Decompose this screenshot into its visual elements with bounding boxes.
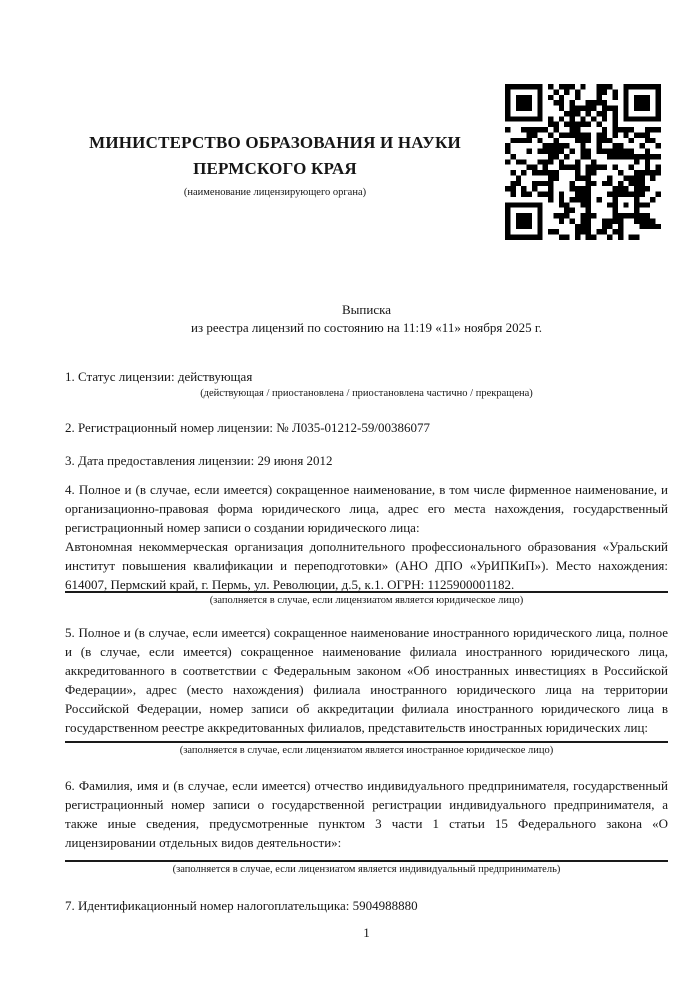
page-number: 1 bbox=[363, 925, 370, 940]
item-license-status bbox=[65, 367, 668, 401]
item-legal-entity bbox=[65, 480, 668, 608]
entrepreneur-label: 6. Фамилия, имя и (в случае, если имеется) отчество индивидуального предпринимателя, государственный регистрационный номер записи о государственной регистрации индивидуального предпринимателя, а также иные сведения, предусмотренные пунктом 3 части 1 статьи 15 Федерального закона «О лицензировании отдельных видов деятельности»: bbox=[65, 778, 668, 850]
legal-entity-label: 4. Полное и (в случае, если имеется) сокращенное наименование, в том числе фирменное наименование, и организационно-правовая форма юридического лица, адрес его места нахождения, государственный регистрационный номер записи о создании юридического лица: bbox=[65, 482, 668, 535]
item-taxpayer-id bbox=[65, 896, 668, 915]
legal-entity-value: Автономная некоммерческая организация дополнительного профессионального образования «Уральский институт повышения квалификации и переподготовки» (АНО ДПО «УрИПКиП»). Место нахождения: 614007, Пермский край, г. Пермь, ул. Революции, д.5, к.1. ОГРН: 1125900001182. bbox=[65, 539, 668, 592]
license-status-text: 1. Статус лицензии: действующая bbox=[65, 369, 253, 384]
issuer-caption: (наименование лицензирующего органа) bbox=[183, 187, 367, 198]
item-grant-date bbox=[65, 451, 668, 470]
issuer-name-line2: ПЕРМСКОГО КРАЯ bbox=[193, 159, 357, 178]
issuer-header bbox=[65, 130, 485, 200]
item-foreign-entity bbox=[65, 623, 668, 758]
legal-entity-rule-caption: (заполняется в случае, если лицензиатом является юридическое лицо) bbox=[209, 595, 524, 606]
issuer-name-line1: МИНИСТЕРСТВО ОБРАЗОВАНИЯ И НАУКИ bbox=[89, 133, 461, 152]
foreign-entity-rule-caption: (заполняется в случае, если лицензиатом является иностранное юридическое лицо) bbox=[179, 745, 554, 756]
grant-date-text: 3. Дата предоставления лицензии: 29 июня 2012 bbox=[65, 453, 333, 468]
taxpayer-id-text: 7. Идентификационный номер налогоплательщика: 5904988880 bbox=[65, 898, 418, 913]
title-line2: из реестра лицензий по состоянию на 11:19 «11» ноября 2025 г. bbox=[191, 320, 542, 335]
foreign-entity-label: 5. Полное и (в случае, если имеется) сокращенное наименование иностранного юридического лица, полное и (в случае, если имеется) сокращенное наименование филиала иностранного юридического лица, аккредитованного в соответствии с Федеральным законом «Об иностранных инвестициях в Российской Федерации», адрес (место нахождения) филиала иностранного юридического лица на территории Российской Федерации, номер записи об аккредитации филиала иностранного юридического лица в государственном реестре аккредитованных филиалов, представительств иностранных юридических лиц: bbox=[65, 625, 668, 735]
registration-number-text: 2. Регистрационный номер лицензии: № Л035-01212-59/00386077 bbox=[65, 420, 431, 435]
item-entrepreneur bbox=[65, 776, 668, 877]
entrepreneur-rule-caption: (заполняется в случае, если лицензиатом является индивидуальный предприниматель) bbox=[172, 864, 561, 875]
qr-code bbox=[505, 84, 661, 240]
license-status-options-caption: (действующая / приостановлена / приостановлена частично / прекращена) bbox=[200, 388, 533, 399]
title-line1: Выписка bbox=[342, 302, 391, 317]
item-registration-number bbox=[65, 418, 668, 437]
document-title bbox=[65, 301, 668, 337]
